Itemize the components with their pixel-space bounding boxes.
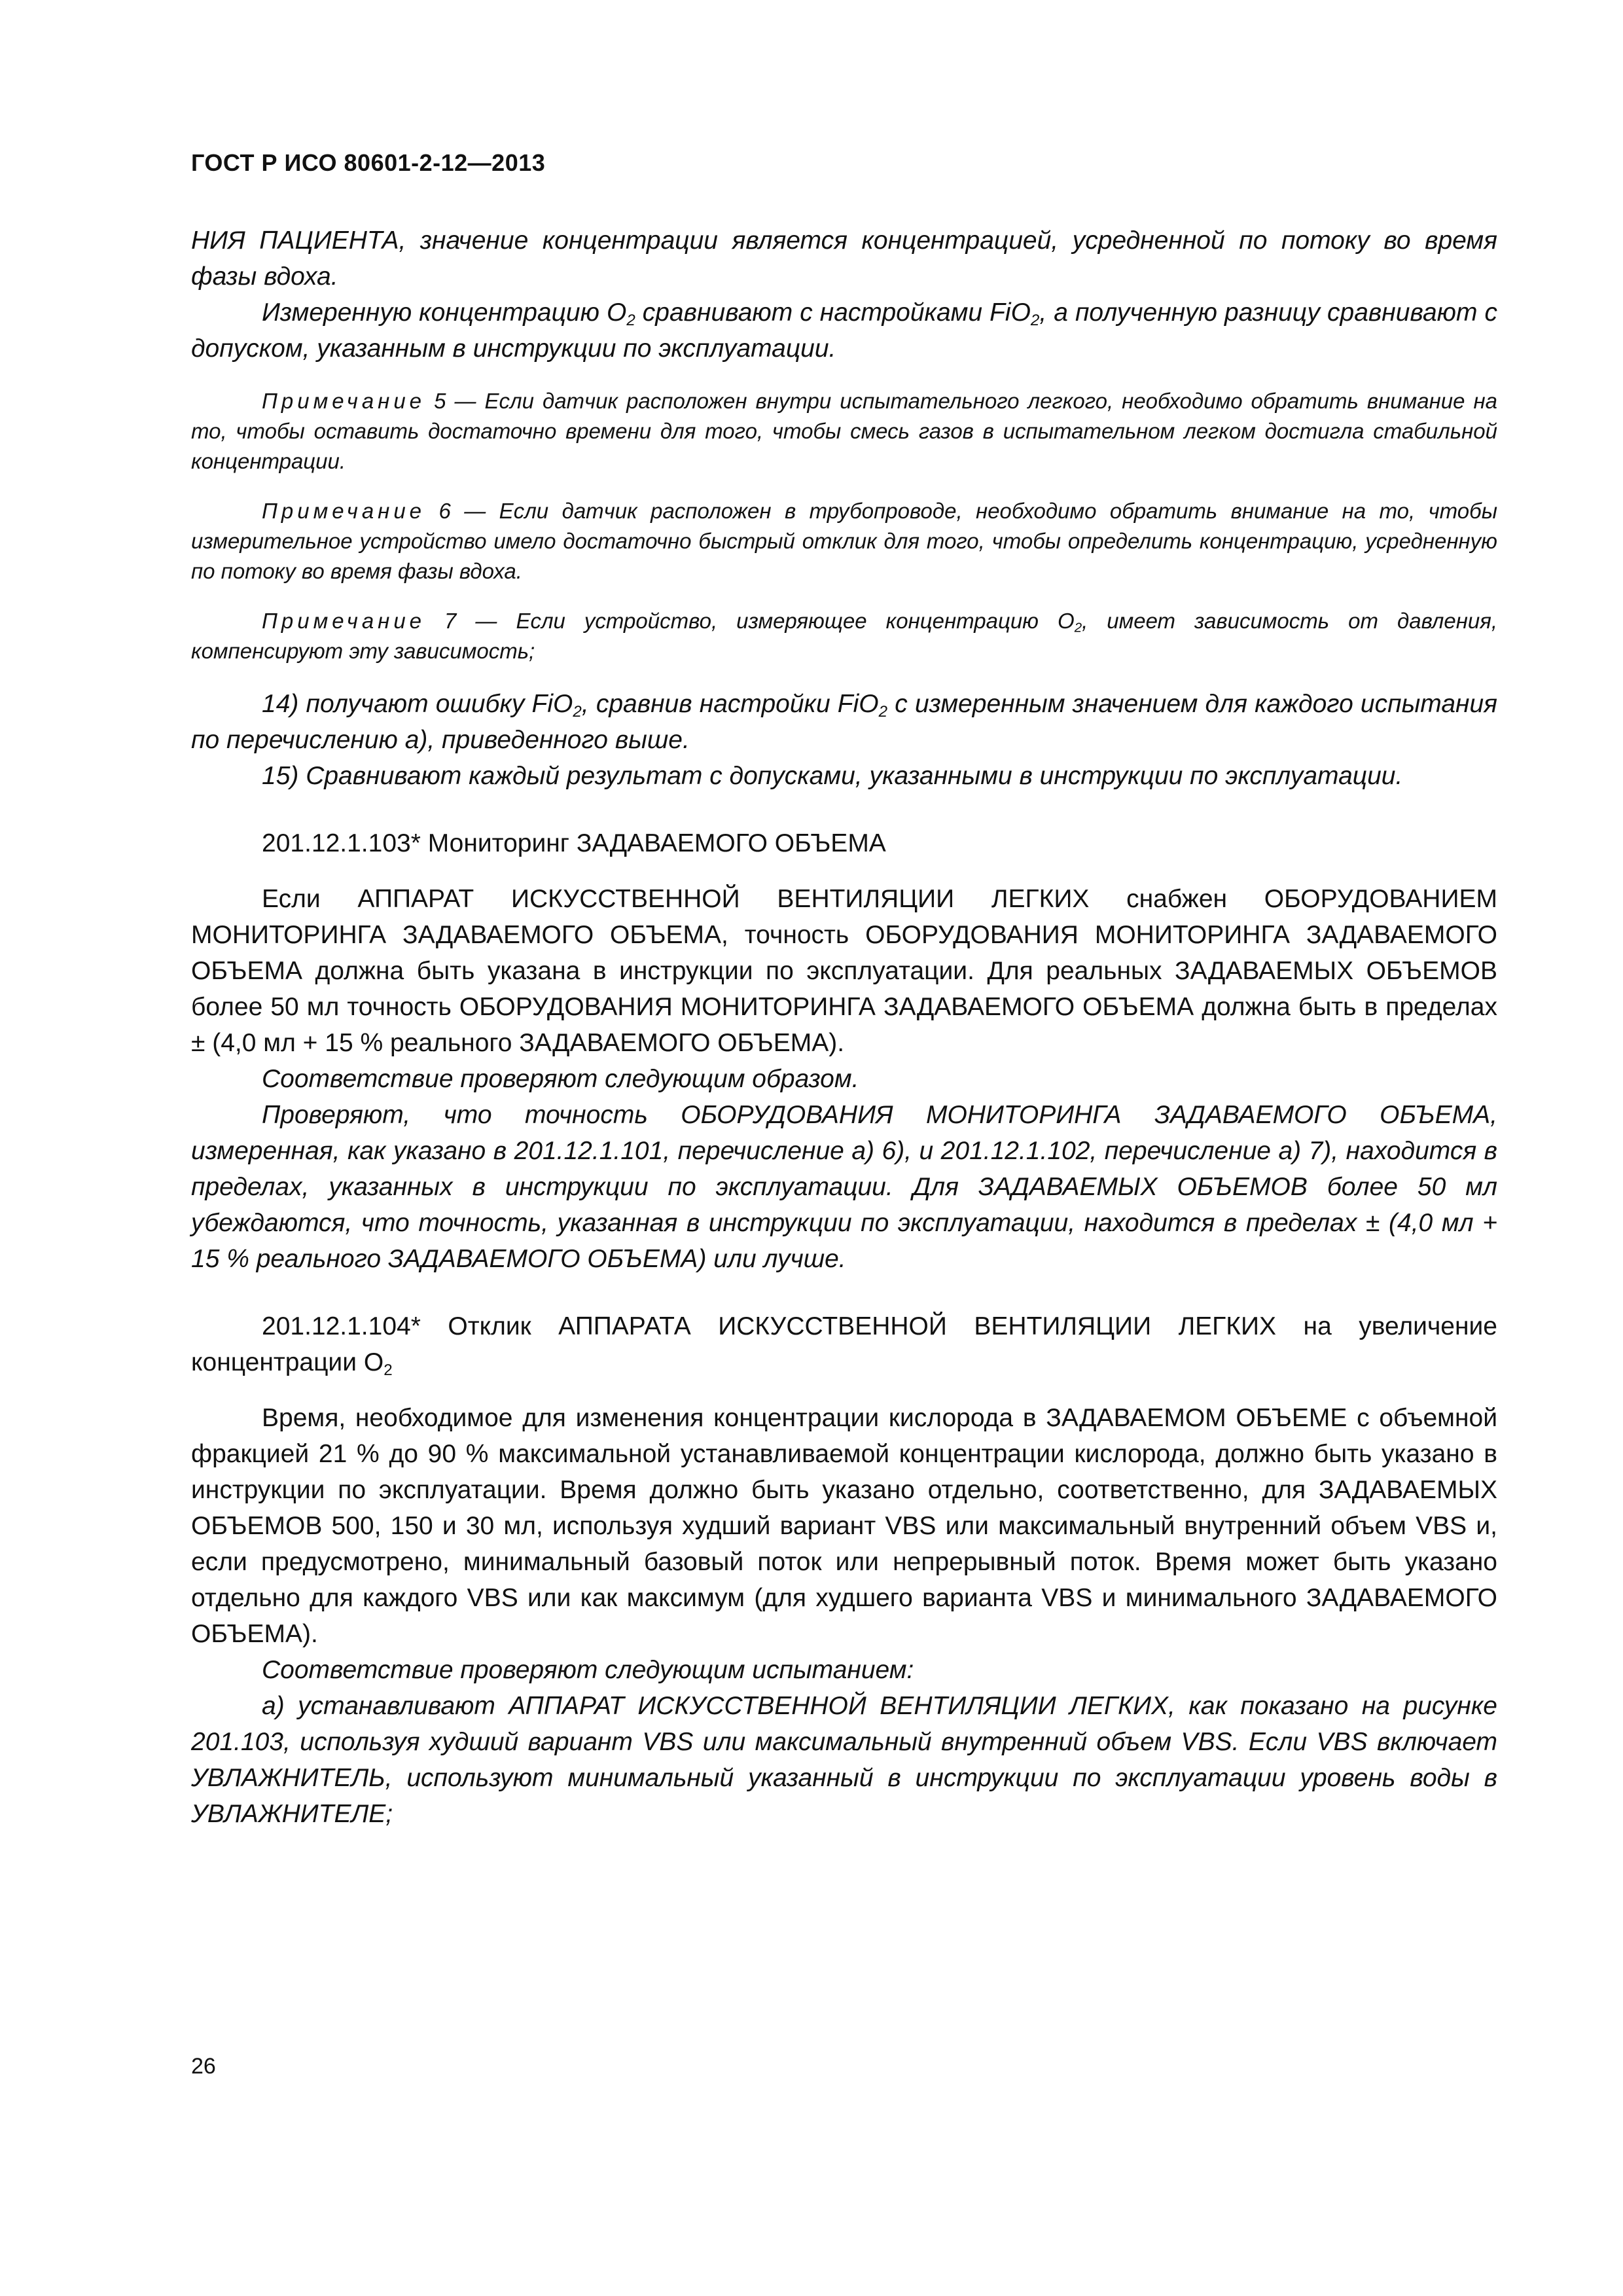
section-201-12-1-104-compliance: Соответствие проверяют следующим испытанием: xyxy=(262,1656,914,1684)
list-item-14: 14) получают ошибку FiO$_2$, сравнив настройки FiO$_2$ с измеренным значением для каждого испытания по перечислению а), приведенного выше. xyxy=(191,690,1498,754)
section-201-12-1-104-title: 201.12.1.104* Отклик АППАРАТА ИСКУССТВЕННОЙ ВЕНТИЛЯЦИИ ЛЕГКИХ на увеличение концентрации $O_2$ xyxy=(191,1312,1497,1379)
note-label: Примечание xyxy=(262,389,426,413)
document-header: ГОСТ Р ИСО 80601-2-12—2013 xyxy=(191,149,546,176)
list-item-15: 15) Сравнивают каждый результат с допусками, указанными в инструкции по эксплуатации. xyxy=(262,762,1403,790)
page-number: 26 xyxy=(191,2054,216,2079)
note-5: Примечание 5 — Если датчик расположен внутри испытательного легкого, необходимо обратить внимание на то, чтобы оставить достаточно времени для того, чтобы смесь газов в испытательном легком достигла стабильной концентрации. xyxy=(191,389,1497,473)
section-201-12-1-103-title: 201.12.1.103* Мониторинг ЗАДАВАЕМОГО ОБЪЕМА xyxy=(262,829,886,857)
note-6: Примечание 6 — Если датчик расположен в трубопроводе, необходимо обратить внимание на то, чтобы измерительное устройство имело достаточно быстрый отклик для того, чтобы определить концентрацию, усредненную по потоку во время фазы вдоха. xyxy=(191,499,1497,583)
note-7: Примечание 7 — Если устройство, измеряющее концентрацию $O_2$, имеет зависимость от давления, компенсируют эту зависимость; xyxy=(191,609,1497,663)
section-201-12-1-103-compliance: Соответствие проверяют следующим образом. xyxy=(262,1065,859,1093)
section-201-12-1-104-body: Время, необходимое для изменения концентрации кислорода в ЗАДАВАЕМОМ ОБЪЕМЕ с объемной фракцией 21 % до 90 % максимальной устанавливаемой концентрации кислорода, должно быть указано в инструкции по эксплуатации. Время должно быть указано отдельно, соответственно, для ЗАДАВАЕМЫХ ОБЪЕМОВ 500, 150 и 30 мл, используя худший вариант VBS или максимальный внутренний объем VBS и, если предусмотрено, минимальный базовый поток или непрерывный поток. Время может быть указано отдельно для каждого VBS или как максимум (для худшего варианта VBS и минимального ЗАДАВАЕМОГО ОБЪЕМА). xyxy=(191,1404,1497,1648)
section-201-12-1-103-body: Если АППАРАТ ИСКУССТВЕННОЙ ВЕНТИЛЯЦИИ ЛЕГКИХ снабжен ОБОРУДОВАНИЕМ МОНИТОРИНГА ЗАДАВАЕМОГО ОБЪЕМА, точность ОБОРУДОВАНИЯ МОНИТОРИНГА ЗАДАВАЕМОГО ОБЪЕМА должна быть указана в инструкции по эксплуатации. Для реальных ЗАДАВАЕМЫХ ОБЪЕМОВ более 50 мл точность ОБОРУДОВАНИЯ МОНИТОРИНГА ЗАДАВАЕМОГО ОБЪЕМА должна быть в пределах ± (4,0 мл + 15 % реального ЗАДАВАЕМОГО ОБЪЕМА). xyxy=(191,885,1497,1057)
note-label: Примечание xyxy=(262,609,426,633)
paragraph-continuation: НИЯ ПАЦИЕНТА, значение концентрации является концентрацией, усредненной по потоку во время фазы вдоха. xyxy=(191,226,1497,291)
section-201-12-1-103-check: Проверяют, что точность ОБОРУДОВАНИЯ МОНИТОРИНГА ЗАДАВАЕМОГО ОБЪЕМА, измеренная, как указано в 201.12.1.101, перечисление а) 6), и 201.12.1.102, перечисление а) 7), находится в пределах, указанных в инструкции по эксплуатации. Для ЗАДАВАЕМЫХ ОБЪЕМОВ более 50 мл убеждаются, что точность, указанная в инструкции по эксплуатации, находится в пределах ± (4,0 мл + 15 % реального ЗАДАВАЕМОГО ОБЪЕМА) или лучше. xyxy=(191,1101,1497,1273)
paragraph-comparison: Измеренную концентрацию $O_2$ сравнивают с настройками FiO$_2$, а полученную разницу сравнивают с допуском, указанным в инструкции по эксплуатации. xyxy=(191,298,1497,363)
note-label: Примечание xyxy=(262,499,426,523)
page-content xyxy=(191,223,1497,1832)
section-201-12-1-104-item-a: а) устанавливают АППАРАТ ИСКУССТВЕННОЙ ВЕНТИЛЯЦИИ ЛЕГКИХ, как показано на рисунке 201.103, используя худший вариант VBS или максимальный внутренний объем VBS. Если VBS включает УВЛАЖНИТЕЛЬ, используют минимальный указанный в инструкции по эксплуатации уровень воды в УВЛАЖНИТЕЛЕ; xyxy=(191,1692,1497,1828)
